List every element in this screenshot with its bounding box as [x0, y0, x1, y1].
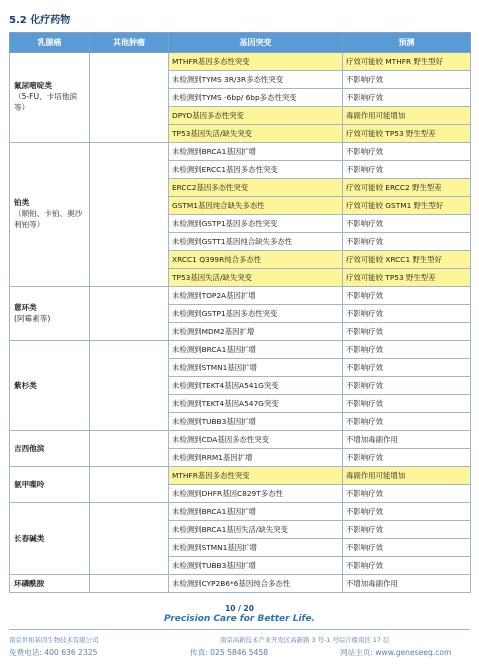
prediction-cell: 不影响疗效 [343, 503, 471, 521]
prediction-cell: 毒副作用可能增加 [343, 107, 471, 125]
drug-class-cell [10, 431, 90, 467]
footer-company: 南京世和基因生物技术有限公司 [9, 636, 99, 644]
other-tumor-cell [90, 287, 169, 341]
gene-mutation-cell: 未检测到STMN1基因扩增 [169, 539, 343, 557]
other-tumor-cell [90, 431, 169, 467]
prediction-cell: 不增加毒副作用 [343, 575, 471, 593]
gene-mutation-cell: DPYD基因多态性突变 [169, 107, 343, 125]
prediction-cell: 不影响疗效 [343, 71, 471, 89]
prediction-cell: 不影响疗效 [343, 413, 471, 431]
drug-class-cell [10, 143, 90, 287]
gene-mutation-cell: TP53基因失活/缺失突变 [169, 269, 343, 287]
gene-mutation-cell: 未检测到BRCA1基因失活/缺失突变 [169, 521, 343, 539]
prediction-cell: 毒副作用可能增加 [343, 467, 471, 485]
gene-mutation-cell: 未检测到STMN1基因扩增 [169, 359, 343, 377]
prediction-cell: 不影响疗效 [343, 359, 471, 377]
gene-mutation-cell: 未检测到GSTP1基因多态性突变 [169, 305, 343, 323]
other-tumor-cell [90, 467, 169, 503]
gene-mutation-cell: 未检测到TYMS 3R/3R多态性突变 [169, 71, 343, 89]
gene-mutation-cell: 未检测到MDM2基因扩增 [169, 323, 343, 341]
footer-address: 南京高新技术产业开发区高新路 3 号-1 号综合楼南区 17 层 [220, 636, 390, 644]
drug-class-examples: (阿霉素等) [14, 313, 51, 323]
drug-class-cell [10, 287, 90, 341]
drug-class-name: 氨甲喋呤 [14, 479, 45, 489]
header-gene-mutation: 基因突变 [169, 33, 343, 53]
footer-divider [9, 629, 470, 630]
gene-mutation-cell: 未检测到CYP2B6*6基因纯合多态性 [169, 575, 343, 593]
prediction-cell: 不影响疗效 [343, 341, 471, 359]
prediction-cell: 不影响疗效 [343, 143, 471, 161]
drug-class-name: 长春碱类 [14, 533, 45, 543]
gene-mutation-cell: 未检测到BRCA1基因扩增 [169, 143, 343, 161]
prediction-cell: 不影响疗效 [343, 323, 471, 341]
prediction-cell: 疗效可能较 TP53 野生型差 [343, 269, 471, 287]
prediction-cell: 不影响疗效 [343, 161, 471, 179]
prediction-cell: 不影响疗效 [343, 485, 471, 503]
header-breast-cancer: 乳腺癌 [10, 33, 90, 53]
table-row [10, 575, 471, 593]
gene-mutation-cell: 未检测到ERCC1基因多态性突变 [169, 161, 343, 179]
gene-mutation-cell: 未检测到CDA基因多态性突变 [169, 431, 343, 449]
gene-mutation-cell: 未检测到BRCA1基因扩增 [169, 503, 343, 521]
prediction-cell: 不影响疗效 [343, 377, 471, 395]
drug-class-name: 铂类 [14, 198, 30, 208]
prediction-cell: 不影响疗效 [343, 449, 471, 467]
prediction-cell: 不影响疗效 [343, 89, 471, 107]
prediction-cell: 不影响疗效 [343, 557, 471, 575]
prediction-cell: 不影响疗效 [343, 287, 471, 305]
table-body [10, 53, 471, 593]
drug-class-cell [10, 467, 90, 503]
table-header-row [10, 33, 471, 53]
table-row [10, 53, 471, 71]
prediction-cell: 不影响疗效 [343, 521, 471, 539]
prediction-cell: 疗效可能较 ERCC2 野生型差 [343, 179, 471, 197]
header-prediction: 预测 [343, 33, 471, 53]
other-tumor-cell [90, 53, 169, 143]
gene-mutation-cell: ERCC2基因多态性突变 [169, 179, 343, 197]
gene-mutation-cell: MTHFR基因多态性突变 [169, 53, 343, 71]
gene-mutation-cell: 未检测到DHFR基因C829T多态性 [169, 485, 343, 503]
gene-mutation-cell: 未检测到TYMS -6bp/ 6bp多态性突变 [169, 89, 343, 107]
drug-class-examples: （顺铂、卡铂、奥沙利铂等） [14, 208, 83, 230]
drug-class-cell [10, 53, 90, 143]
gene-mutation-cell: 未检测到GSTP1基因多态性突变 [169, 215, 343, 233]
section-title: 5.2 化疗药物 [9, 15, 71, 26]
gene-mutation-cell: 未检测到RRM1基因扩增 [169, 449, 343, 467]
drug-class-cell [10, 341, 90, 431]
prediction-cell: 疗效可能较 GSTM1 野生型好 [343, 197, 471, 215]
footer-website: 网站主页: www.geneseeq.com [340, 648, 452, 657]
gene-mutation-cell: MTHFR基因多态性突变 [169, 467, 343, 485]
other-tumor-cell [90, 503, 169, 575]
table-row [10, 467, 471, 485]
prediction-cell: 不影响疗效 [343, 395, 471, 413]
prediction-cell: 不增加毒副作用 [343, 431, 471, 449]
other-tumor-cell [90, 341, 169, 431]
footer-slogan: Precision Care for Better Life. [164, 614, 315, 624]
gene-mutation-cell: 未检测到GSTT1基因纯合缺失多态性 [169, 233, 343, 251]
drug-class-cell [10, 503, 90, 575]
prediction-cell: 疗效可能较 TP53 野生型差 [343, 125, 471, 143]
drug-class-examples: （5-FU、卡培他滨等） [14, 91, 78, 113]
table-row [10, 503, 471, 521]
gene-mutation-cell: 未检测到TUBB3基因扩增 [169, 557, 343, 575]
gene-mutation-cell: 未检测到TEKT4基因A547G突变 [169, 395, 343, 413]
drug-class-name: 氟尿嘧啶类 [14, 81, 52, 91]
chemo-prediction-table [9, 32, 471, 593]
other-tumor-cell [90, 143, 169, 287]
table-row [10, 143, 471, 161]
gene-mutation-cell: 未检测到BRCA1基因扩增 [169, 341, 343, 359]
prediction-cell: 疗效可能较 MTHFR 野生型好 [343, 53, 471, 71]
gene-mutation-cell: 未检测到TEKT4基因A541G突变 [169, 377, 343, 395]
gene-mutation-cell: GSTM1基因纯合缺失多态性 [169, 197, 343, 215]
gene-mutation-cell: 未检测到TUBB3基因扩增 [169, 413, 343, 431]
header-other-tumors: 其他肿瘤 [90, 33, 169, 53]
footer-hotline: 免费电话: 400 636 2325 [9, 648, 98, 657]
table-row [10, 287, 471, 305]
other-tumor-cell [90, 575, 169, 593]
drug-class-name: 紫杉类 [14, 380, 37, 390]
gene-mutation-cell: 未检测到TOP2A基因扩增 [169, 287, 343, 305]
table-row [10, 341, 471, 359]
prediction-cell: 不影响疗效 [343, 233, 471, 251]
prediction-cell: 不影响疗效 [343, 215, 471, 233]
prediction-cell: 疗效可能较 XRCC1 野生型好 [343, 251, 471, 269]
drug-class-name: 环磷酰胺 [14, 578, 45, 588]
drug-class-name: 蒽环类 [14, 303, 37, 313]
gene-mutation-cell: XRCC1 Q399R纯合多态性 [169, 251, 343, 269]
drug-class-name: 吉西他滨 [14, 443, 45, 453]
footer-fax: 传真: 025 5846 5458 [190, 648, 269, 657]
prediction-cell: 不影响疗效 [343, 539, 471, 557]
gene-mutation-cell: TP53基因失活/缺失突变 [169, 125, 343, 143]
page-number: 10 / 20 [225, 604, 254, 613]
table-row [10, 431, 471, 449]
prediction-cell: 不影响疗效 [343, 305, 471, 323]
drug-class-cell [10, 575, 90, 593]
